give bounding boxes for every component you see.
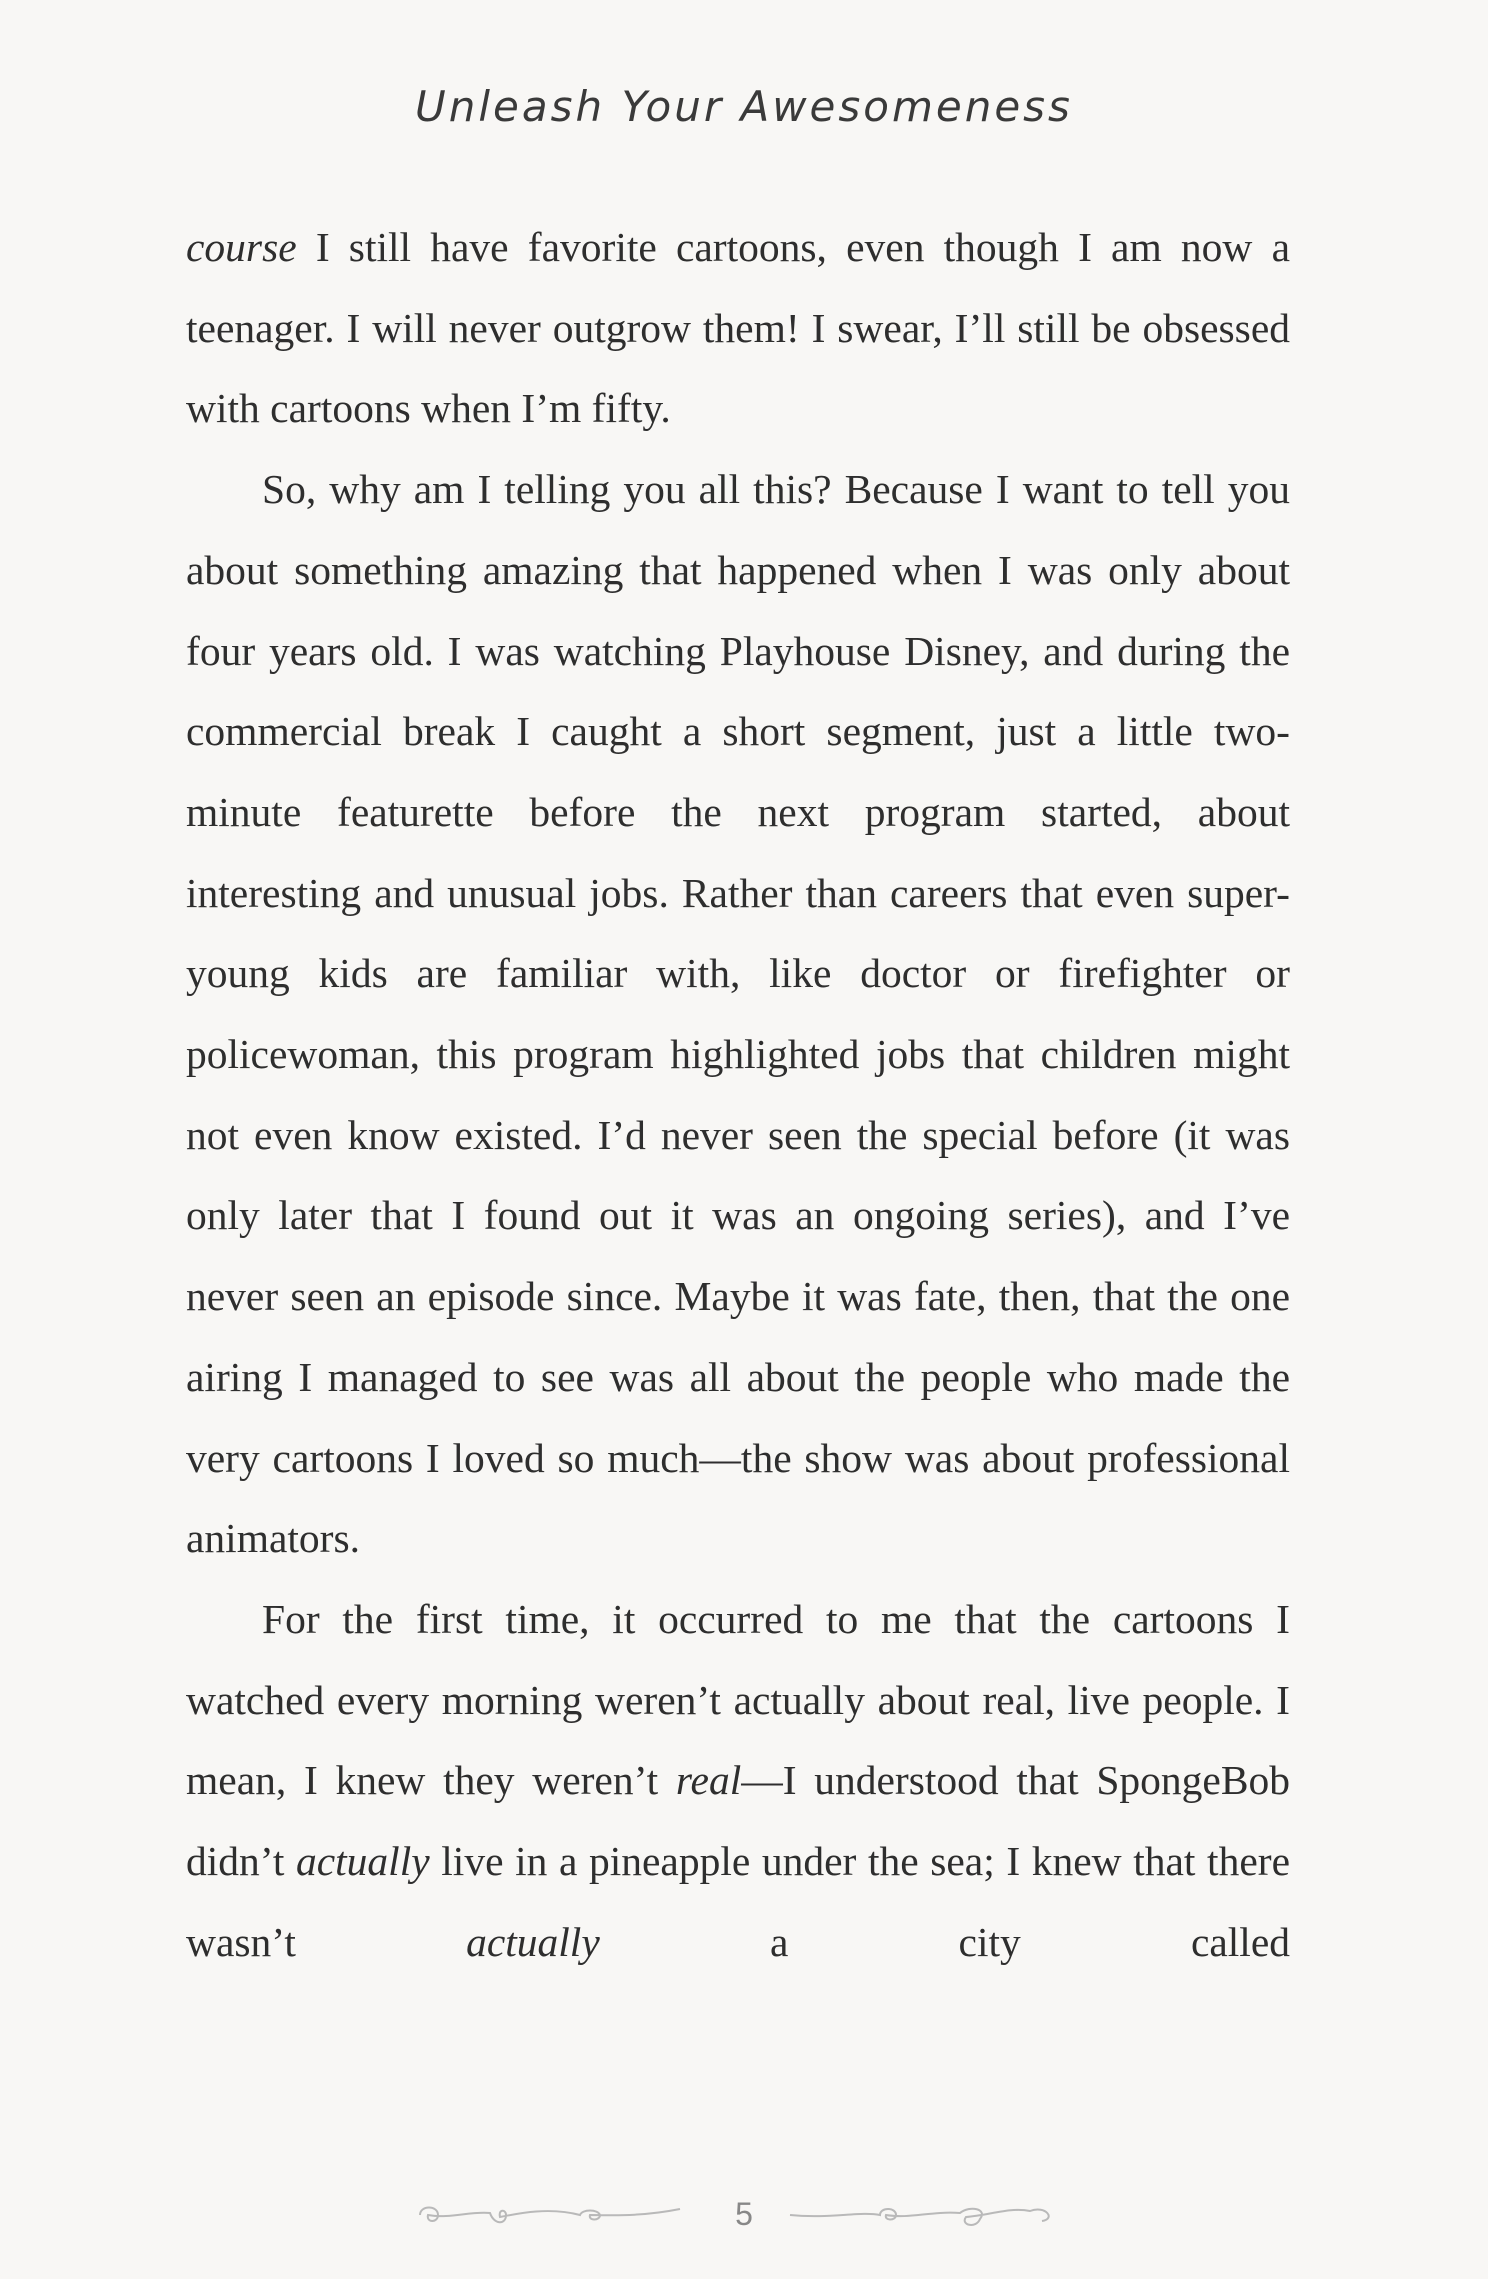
paragraph-3-seg-2: —I understood that SpongeBob didn’t — [186, 1757, 1290, 1885]
paragraph-1-seg-1: I still have favorite cartoons, even though I am now a teenager. I will never outgrow them! I swear, I’ll still be obsessed with cartoons when I’m fifty. — [186, 224, 1290, 432]
paragraph-3-seg-3: actually — [295, 1838, 430, 1885]
paragraph-3 — [186, 1579, 1290, 1983]
paragraph-2-seg-0: So, why am I telling you all this? Because I want to tell you about something amazing that happened when I was only about four years old. I was watching Playhouse Disney, and during the commercial break I caught a short segment, just a little two-minute featurette before the next program started, about interesting and unusual jobs. Rather than careers that even super-young kids are familiar with, like doctor or firefighter or policewoman, this program highlighted jobs that children might not even know existed. I’d never seen the special before (it was only later that I found out it was an ongoing series), and I’ve never seen an episode since. Maybe it was fate, then, that the one airing I managed to see was all about the people who made the very cartoons I loved so much—the show was about professional animators. — [186, 466, 1290, 1562]
left-flourish-ornament — [410, 2185, 700, 2245]
running-head: Unleash Your Awesomeness — [415, 82, 1073, 131]
paragraph-2 — [186, 449, 1290, 1579]
paragraph-3-seg-0: For the first time, it occurred to me that the cartoons I watched every morning weren’t actually about real, live people. I mean, I knew they weren’t — [186, 1595, 1290, 1804]
paragraph-3-seg-6: a city called — [599, 1918, 1291, 1965]
paragraph-3-seg-5: actually — [466, 1918, 600, 1965]
page-number: 5 — [735, 2196, 753, 2232]
paragraph-3-seg-4: live in a pineapple under the sea; I knew that there wasn’t — [186, 1838, 1290, 1965]
body-text — [186, 207, 1290, 1982]
paragraph-1 — [186, 207, 1290, 449]
paragraph-1-seg-0: course — [186, 224, 297, 270]
right-flourish-ornament — [770, 2185, 1070, 2245]
paragraph-3-seg-1: real — [675, 1757, 742, 1804]
